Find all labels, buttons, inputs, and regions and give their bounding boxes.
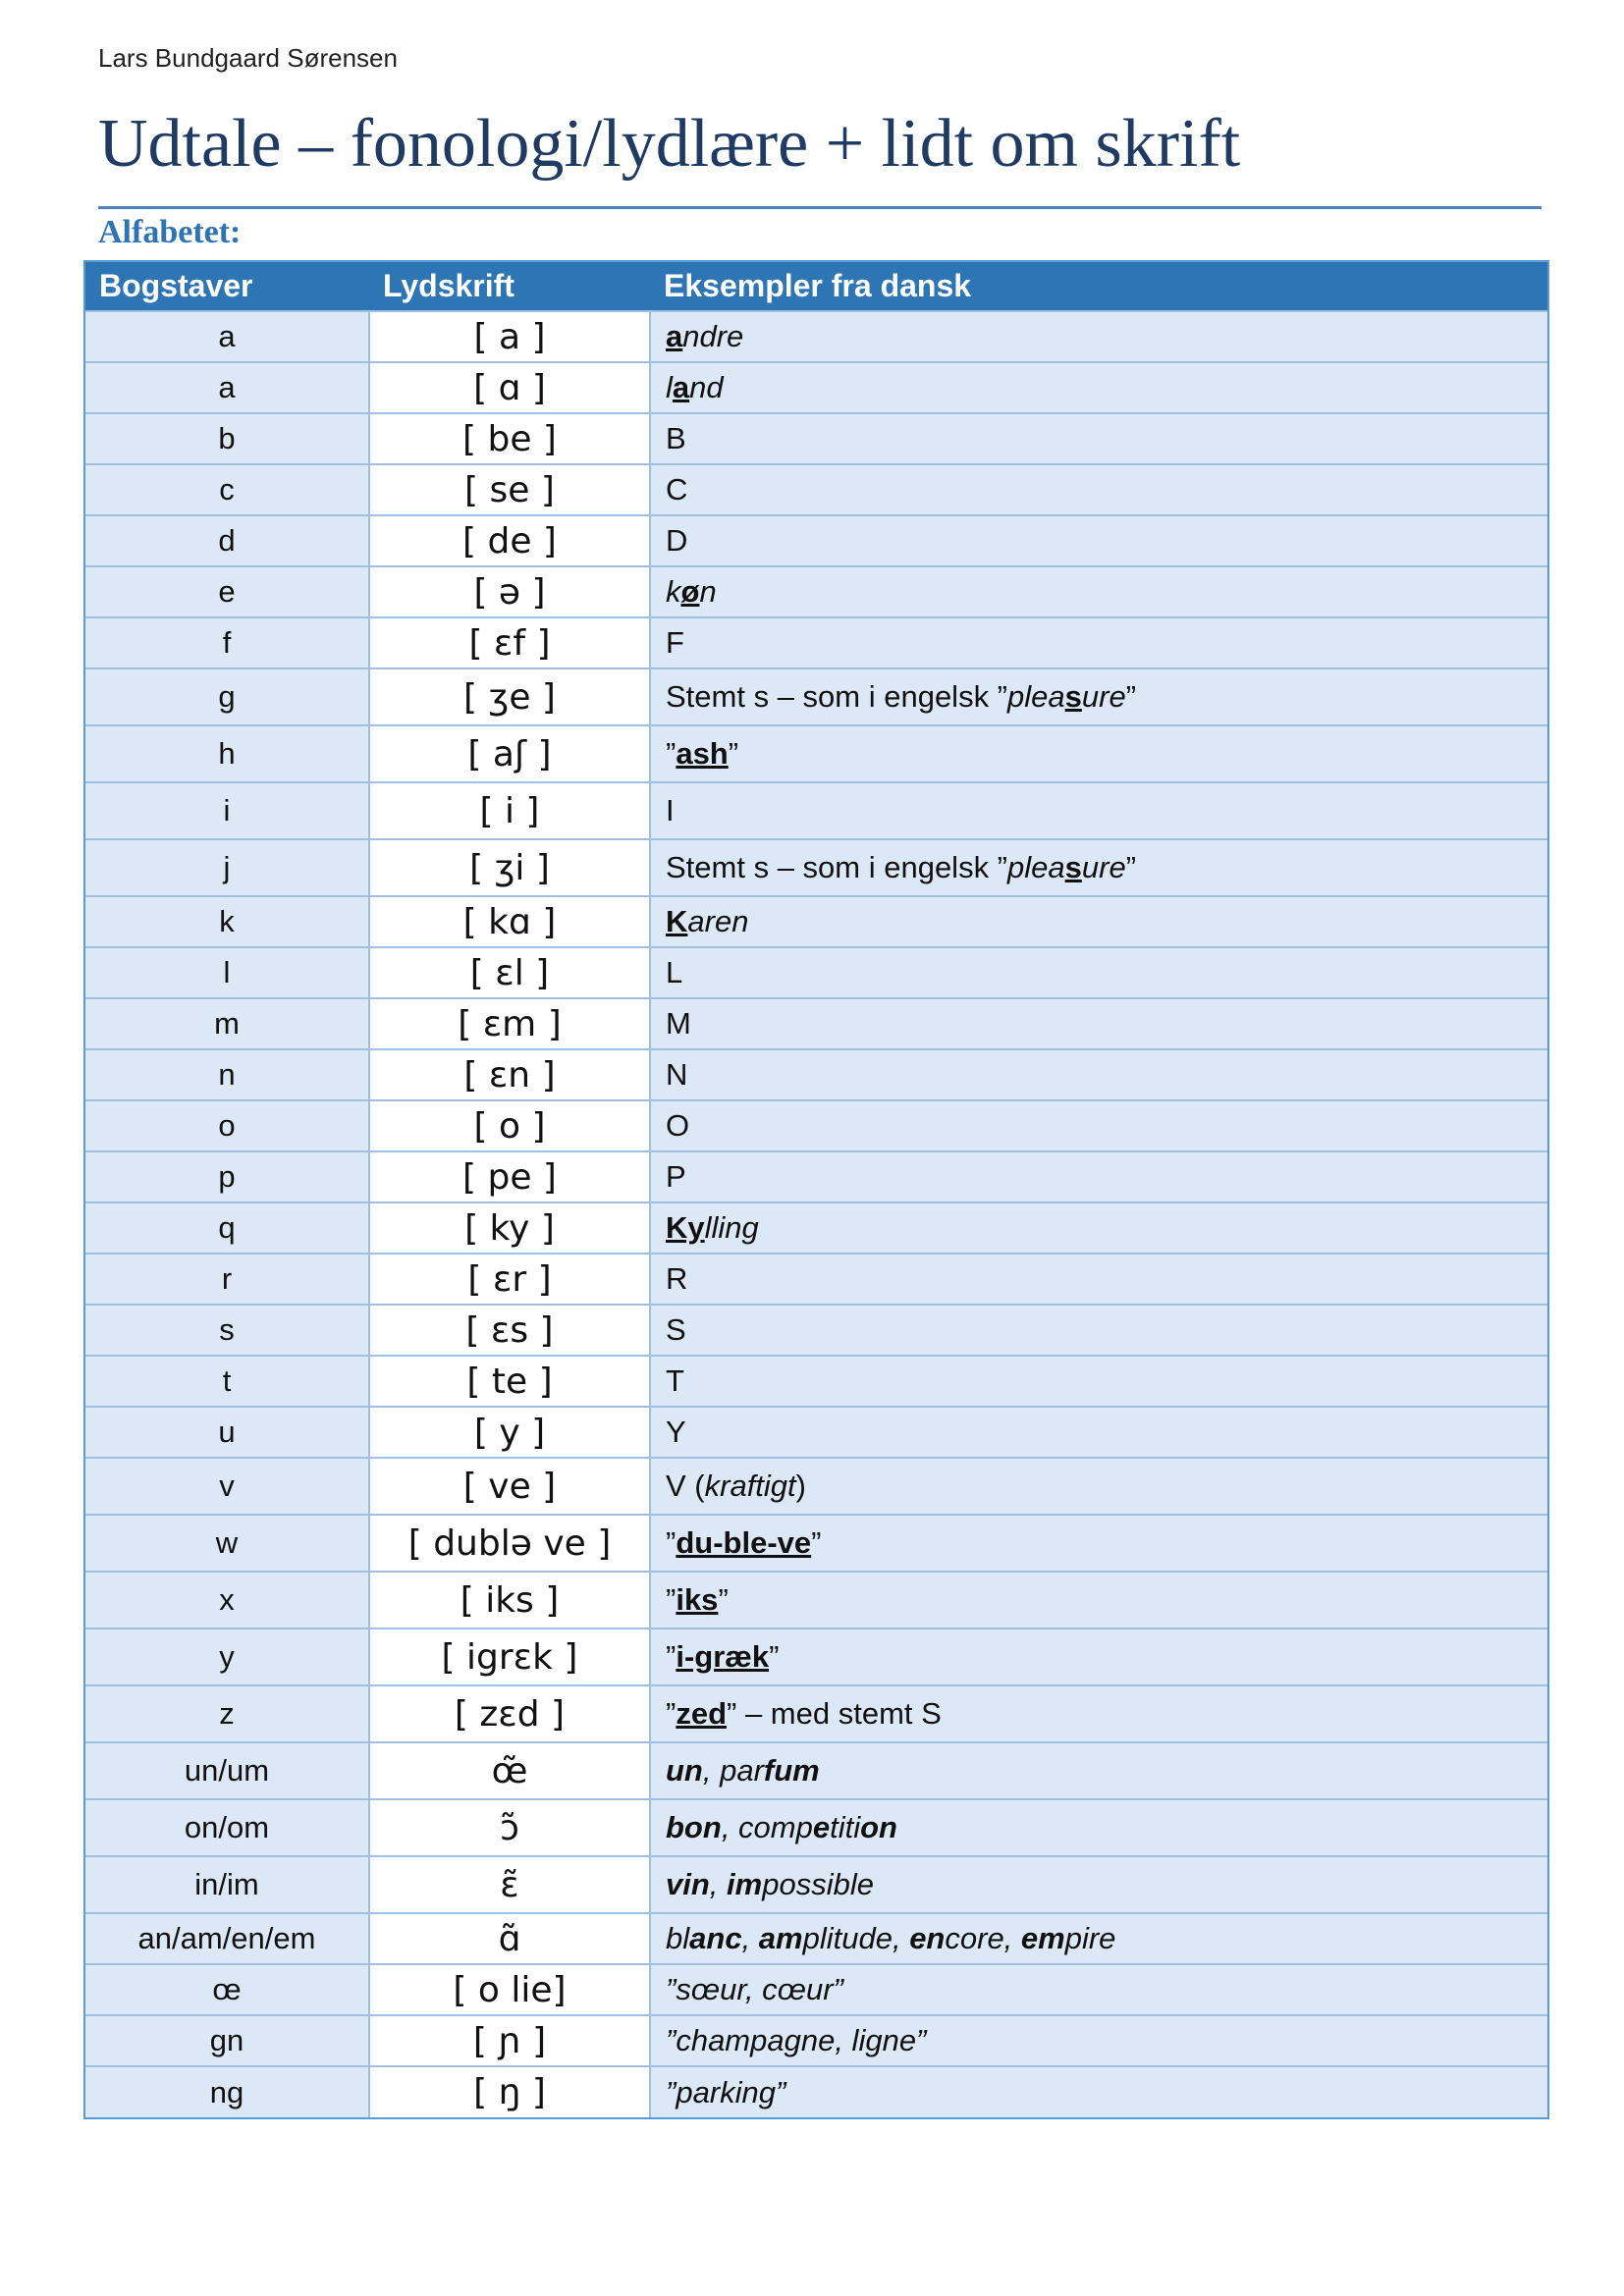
phonetic-cell — [369, 2015, 650, 2066]
letter-cell: e — [85, 566, 369, 617]
example-text: ) — [795, 1468, 806, 1503]
example-cell — [650, 1305, 1547, 1356]
phonetic-cell — [369, 1458, 650, 1515]
phonetic-transcription: œ̃ — [482, 1749, 538, 1793]
letter-cell: j — [85, 839, 369, 896]
example-text: iks — [676, 1582, 719, 1617]
example-text: ” — [728, 736, 739, 771]
example-text: ” — [666, 1639, 677, 1674]
letter-cell: g — [85, 668, 369, 725]
phonetic-cell — [369, 998, 650, 1049]
phonetic-cell — [369, 1742, 650, 1799]
example-text: , — [741, 1921, 759, 1955]
letter-cell: œ — [85, 1964, 369, 2015]
section-heading: Alfabetet: — [98, 214, 242, 250]
letter-cell: u — [85, 1407, 369, 1458]
phonetic-transcription: [ ɲ ] — [463, 2019, 556, 2063]
table-header-row — [85, 262, 1547, 311]
letter-cell: l — [85, 947, 369, 998]
table-row — [85, 1629, 1547, 1685]
table-row — [85, 668, 1547, 725]
example-text: bon — [666, 1810, 722, 1844]
example-text: ” — [666, 1582, 677, 1617]
letter-cell: b — [85, 413, 369, 464]
phonetic-transcription: [ ɑ ] — [463, 366, 556, 410]
table-row — [85, 413, 1547, 464]
example-cell — [650, 311, 1547, 362]
phonetic-cell — [369, 1100, 650, 1151]
phonetic-transcription: [ ky ] — [455, 1206, 565, 1251]
table-row — [85, 1356, 1547, 1407]
example-text: e — [812, 1810, 831, 1844]
table-row — [85, 2015, 1547, 2066]
example-cell — [650, 1356, 1547, 1407]
table-row — [85, 1799, 1547, 1856]
example-text: du-ble-ve — [676, 1525, 812, 1560]
letter-cell: x — [85, 1572, 369, 1629]
example-text: S — [666, 1312, 686, 1347]
phonetic-cell — [369, 2066, 650, 2117]
example-text: ndre — [682, 319, 744, 353]
example-text: ” — [718, 1582, 729, 1617]
phonetic-cell — [369, 1629, 650, 1685]
phonetic-cell — [369, 1049, 650, 1100]
phonetic-transcription: [ aʃ ] — [458, 732, 561, 776]
example-text: V ( — [666, 1468, 705, 1503]
example-text: vin — [666, 1867, 710, 1901]
phonetic-cell — [369, 839, 650, 896]
table-row — [85, 896, 1547, 947]
table-row — [85, 1515, 1547, 1572]
table-row — [85, 1151, 1547, 1202]
table-row — [85, 464, 1547, 515]
example-text: en — [909, 1921, 946, 1955]
table-row — [85, 725, 1547, 782]
letter-cell: a — [85, 362, 369, 413]
phonetic-cell — [369, 464, 650, 515]
phonetic-cell — [369, 668, 650, 725]
letter-cell: on/om — [85, 1799, 369, 1856]
phonetic-cell — [369, 1305, 650, 1356]
example-text: im — [727, 1867, 763, 1901]
letter-cell: n — [85, 1049, 369, 1100]
example-text: F — [666, 625, 684, 660]
phonetic-transcription: [ ə ] — [463, 570, 555, 614]
phonetic-transcription: [ te ] — [457, 1360, 562, 1404]
letter-cell: v — [85, 1458, 369, 1515]
table-row — [85, 515, 1547, 566]
letter-cell: m — [85, 998, 369, 1049]
example-text: core, — [945, 1921, 1021, 1955]
table-row — [85, 1572, 1547, 1629]
example-cell — [650, 1254, 1547, 1305]
example-text: s — [1064, 679, 1082, 714]
phonetic-transcription: [ ʒi ] — [460, 846, 560, 890]
example-cell — [650, 1964, 1547, 2015]
example-text: O — [666, 1108, 690, 1143]
phonetic-transcription: [ de ] — [453, 519, 567, 563]
phonetic-transcription: [ kɑ ] — [454, 900, 567, 944]
example-text: s — [1064, 850, 1082, 884]
phonetic-transcription: [ ve ] — [454, 1465, 566, 1509]
page-title: Udtale – fonologi/lydlære + lidt om skrift — [98, 106, 1241, 182]
example-text: ” — [1125, 850, 1137, 884]
phonetic-transcription: ɛ̃ — [490, 1863, 528, 1907]
example-text: l — [666, 370, 673, 404]
letter-cell: i — [85, 782, 369, 839]
example-cell — [650, 839, 1547, 896]
example-text: T — [666, 1363, 684, 1398]
phonetic-cell — [369, 1254, 650, 1305]
example-text: ure — [1081, 679, 1126, 714]
example-cell — [650, 1100, 1547, 1151]
phonetic-transcription: ɔ̃ — [490, 1806, 529, 1850]
example-text: plea — [1007, 850, 1065, 884]
example-text: ” — [666, 1525, 677, 1560]
example-text: a — [672, 370, 690, 404]
letter-cell: t — [85, 1356, 369, 1407]
example-text: fum — [763, 1753, 820, 1788]
phonetic-cell — [369, 1856, 650, 1913]
phonetic-cell — [369, 1572, 650, 1629]
example-text: kraftigt — [704, 1468, 796, 1503]
example-text: zed — [676, 1696, 728, 1731]
letter-cell: d — [85, 515, 369, 566]
phonetic-transcription: [ ɛl ] — [460, 951, 559, 995]
letter-cell: y — [85, 1629, 369, 1685]
example-text: lling — [704, 1210, 759, 1245]
letter-cell: z — [85, 1685, 369, 1742]
example-cell — [650, 1202, 1547, 1254]
letter-cell: f — [85, 617, 369, 668]
phonetic-transcription: ɑ̃ — [489, 1917, 531, 1961]
example-text: em — [1020, 1921, 1065, 1955]
table-row — [85, 2066, 1547, 2117]
example-text: , — [709, 1867, 728, 1901]
example-text: ” – med stemt S — [727, 1696, 942, 1731]
example-text: C — [666, 472, 688, 507]
example-cell — [650, 668, 1547, 725]
phonetic-transcription: [ ɛf ] — [459, 621, 560, 666]
example-text: aren — [687, 904, 749, 938]
table-row — [85, 1913, 1547, 1964]
example-text: , comp — [721, 1810, 813, 1844]
example-text: ” — [1125, 679, 1137, 714]
example-text: P — [666, 1159, 686, 1194]
example-cell — [650, 947, 1547, 998]
phonetic-cell — [369, 947, 650, 998]
table-row — [85, 1856, 1547, 1913]
example-cell — [650, 1685, 1547, 1742]
table-row — [85, 947, 1547, 998]
phonetic-transcription: [ dublə ve ] — [399, 1522, 622, 1566]
table-row — [85, 1964, 1547, 2015]
phonetic-transcription: [ i ] — [470, 789, 550, 833]
example-text: ur, c — [720, 1972, 778, 2006]
example-cell — [650, 617, 1547, 668]
letter-cell: c — [85, 464, 369, 515]
phonetic-cell — [369, 1151, 650, 1202]
example-text: Stemt s – som i engelsk ” — [666, 850, 1008, 884]
example-text: L — [666, 955, 683, 989]
example-cell — [650, 896, 1547, 947]
phonetic-cell — [369, 1356, 650, 1407]
example-cell — [650, 1151, 1547, 1202]
author-name: Lars Bundgaard Sørensen — [98, 43, 398, 73]
phonetic-cell — [369, 1964, 650, 2015]
example-cell — [650, 1458, 1547, 1515]
example-text: ”parking” — [666, 2074, 786, 2109]
example-cell — [650, 782, 1547, 839]
example-text: nd — [689, 370, 724, 404]
phonetic-cell — [369, 617, 650, 668]
phonetic-cell — [369, 1515, 650, 1572]
phonetic-transcription: [ be ] — [453, 417, 567, 461]
example-text: pire — [1064, 1921, 1116, 1955]
phonetic-cell — [369, 1685, 650, 1742]
example-text: plea — [1007, 679, 1065, 714]
example-text: a — [666, 319, 683, 353]
letter-cell: q — [85, 1202, 369, 1254]
example-cell — [650, 1407, 1547, 1458]
phonetic-cell — [369, 1799, 650, 1856]
letter-cell: in/im — [85, 1856, 369, 1913]
example-cell — [650, 515, 1547, 566]
example-text: ure — [1081, 850, 1126, 884]
example-text: anc — [689, 1921, 742, 1955]
phonetic-transcription: [ y ] — [464, 1411, 555, 1455]
example-text: plitude, — [802, 1921, 910, 1955]
example-text: ” — [666, 736, 677, 771]
phonetic-transcription: [ iks ] — [451, 1578, 569, 1623]
phonetic-cell — [369, 362, 650, 413]
table-row — [85, 1742, 1547, 1799]
example-text: œ — [777, 1972, 806, 2006]
letter-cell: p — [85, 1151, 369, 1202]
letter-cell: w — [85, 1515, 369, 1572]
example-text: ” — [666, 1696, 677, 1731]
phonetic-transcription: [ ɛn ] — [454, 1053, 565, 1097]
example-text: ” — [811, 1525, 822, 1560]
phonetic-transcription: [ se ] — [455, 468, 565, 512]
phonetic-transcription: [ zɛd ] — [445, 1692, 574, 1736]
table-row — [85, 311, 1547, 362]
title-divider — [98, 206, 1542, 209]
phonetic-cell — [369, 1913, 650, 1964]
example-text: Y — [666, 1415, 686, 1449]
letter-cell: a — [85, 311, 369, 362]
example-cell — [650, 1799, 1547, 1856]
table-row — [85, 1305, 1547, 1356]
example-text: B — [666, 421, 686, 455]
example-text: ”champagne, ligne” — [666, 2023, 927, 2057]
letter-cell: h — [85, 725, 369, 782]
example-text: M — [666, 1006, 691, 1041]
example-text: bl — [666, 1921, 690, 1955]
example-cell — [650, 464, 1547, 515]
phonetic-cell — [369, 413, 650, 464]
phonetic-transcription: [ igrɛk ] — [432, 1635, 588, 1680]
example-text: I — [666, 793, 675, 828]
example-cell — [650, 413, 1547, 464]
phonetic-transcription: [ o ] — [463, 1104, 555, 1148]
example-text: un — [666, 1753, 703, 1788]
table-row — [85, 998, 1547, 1049]
letter-cell: r — [85, 1254, 369, 1305]
table-row — [85, 1049, 1547, 1100]
phonetic-transcription: [ pe ] — [453, 1155, 567, 1200]
letter-cell: gn — [85, 2015, 369, 2066]
phonetic-cell — [369, 782, 650, 839]
phonetic-transcription: [ ʒe ] — [454, 675, 566, 720]
column-header-phonetic: Lydskrift — [369, 262, 650, 311]
phonetic-cell — [369, 725, 650, 782]
table-row — [85, 1458, 1547, 1515]
table-row — [85, 1202, 1547, 1254]
column-header-letters: Bogstaver — [85, 262, 369, 311]
phonetic-transcription: [ ɛr ] — [458, 1257, 561, 1302]
example-text: on — [860, 1810, 897, 1844]
example-cell — [650, 1742, 1547, 1799]
example-cell — [650, 1856, 1547, 1913]
example-cell — [650, 1049, 1547, 1100]
example-cell — [650, 2066, 1547, 2117]
example-text: ø — [680, 574, 700, 609]
example-text: , par — [702, 1753, 764, 1788]
example-text: œ — [690, 1972, 721, 2006]
column-header-examples: Eksempler fra dansk — [650, 262, 1547, 311]
phonetic-transcription: [ o lie] — [443, 1968, 575, 2012]
table-row — [85, 362, 1547, 413]
table-row — [85, 1407, 1547, 1458]
example-text: K — [666, 904, 688, 938]
example-text: D — [666, 523, 688, 558]
table-row — [85, 782, 1547, 839]
example-cell — [650, 1913, 1547, 1964]
letter-cell: ng — [85, 2066, 369, 2117]
example-cell — [650, 2015, 1547, 2066]
phonetic-cell — [369, 566, 650, 617]
example-cell — [650, 362, 1547, 413]
table-row — [85, 1685, 1547, 1742]
letter-cell: an/am/en/em — [85, 1913, 369, 1964]
phonetic-transcription: [ ɛm ] — [448, 1002, 571, 1046]
example-text: n — [699, 574, 717, 609]
example-text: am — [758, 1921, 803, 1955]
example-text: N — [666, 1057, 688, 1092]
phonetic-cell — [369, 515, 650, 566]
table-row — [85, 839, 1547, 896]
letter-cell: s — [85, 1305, 369, 1356]
phonetic-cell — [369, 1202, 650, 1254]
example-text: ”s — [666, 1972, 691, 2006]
example-text: ” — [769, 1639, 780, 1674]
example-cell — [650, 1572, 1547, 1629]
table-row — [85, 1100, 1547, 1151]
letter-cell: un/um — [85, 1742, 369, 1799]
phonetic-cell — [369, 1407, 650, 1458]
table-row — [85, 617, 1547, 668]
example-cell — [650, 998, 1547, 1049]
letter-cell: k — [85, 896, 369, 947]
example-text: k — [666, 574, 681, 609]
letter-cell: o — [85, 1100, 369, 1151]
phonetic-transcription: [ ɛs ] — [456, 1308, 563, 1353]
example-text: Ky — [666, 1210, 705, 1245]
phonetic-cell — [369, 896, 650, 947]
table-row — [85, 566, 1547, 617]
example-text: titi — [830, 1810, 861, 1844]
table-row — [85, 1254, 1547, 1305]
example-cell — [650, 566, 1547, 617]
phonetic-transcription: [ ŋ ] — [463, 2070, 556, 2114]
alphabet-table — [83, 260, 1549, 2119]
example-text: ash — [676, 736, 729, 771]
example-text: R — [666, 1261, 688, 1296]
phonetic-transcription: [ a ] — [463, 315, 555, 359]
example-text: i-græk — [676, 1639, 770, 1674]
example-cell — [650, 1629, 1547, 1685]
example-text: possible — [762, 1867, 874, 1901]
example-cell — [650, 725, 1547, 782]
example-cell — [650, 1515, 1547, 1572]
example-text: ur” — [805, 1972, 843, 2006]
phonetic-cell — [369, 311, 650, 362]
example-text: Stemt s – som i engelsk ” — [666, 679, 1008, 714]
